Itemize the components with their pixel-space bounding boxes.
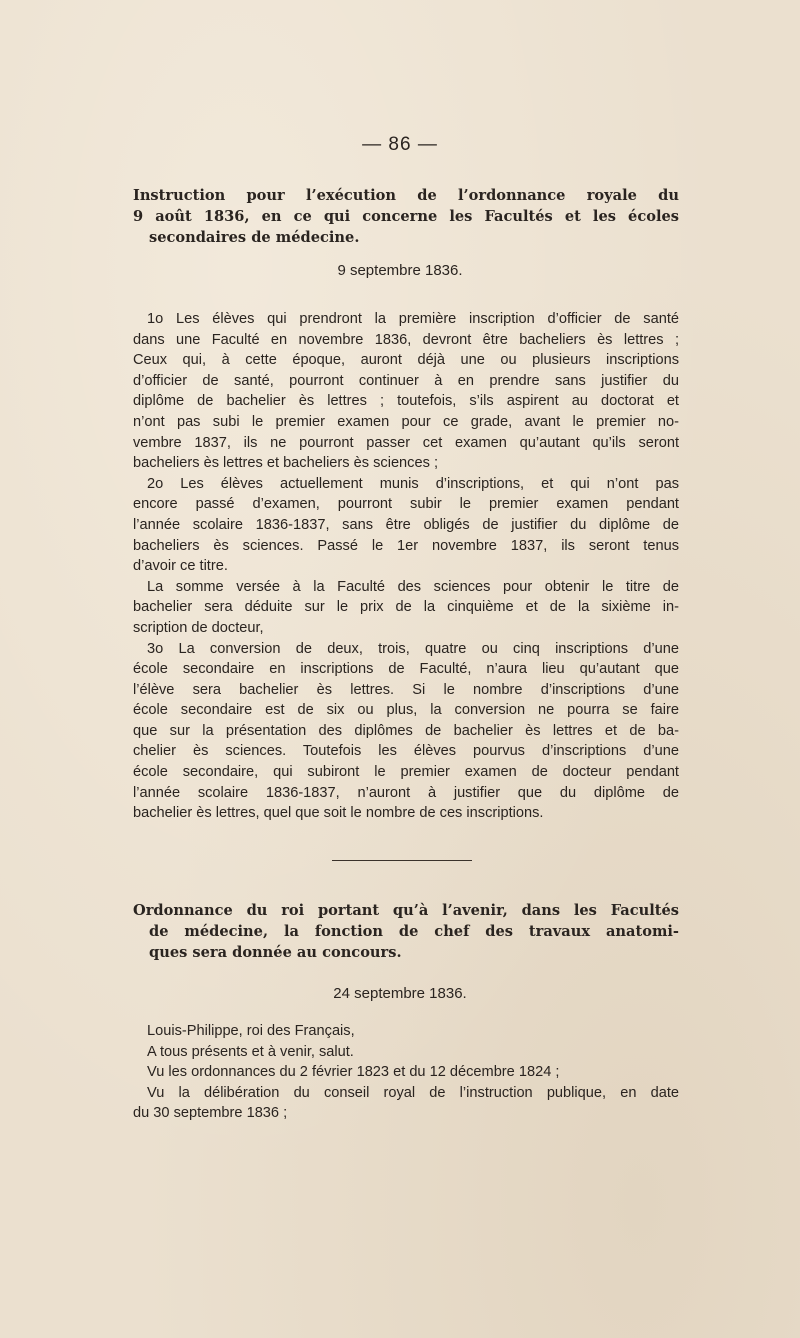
text-line: école secondaire en inscriptions de Faculté, n’aura lieu qu’autant que: [133, 661, 679, 678]
text-line: d’avoir ce titre.: [133, 558, 228, 575]
text-line: 2o Les élèves actuellement munis d’inscriptions, et qui n’ont pas: [147, 475, 679, 492]
title-line: 9 août 1836, en ce qui concerne les Facultés et les écoles: [133, 208, 679, 225]
text-line: Vu les ordonnances du 2 février 1823 et du 12 décembre 1824 ;: [147, 1064, 560, 1081]
section-title-ordonnance: [133, 900, 679, 963]
section-date-ordonnance: 24 septembre 1836.: [333, 985, 467, 1002]
text-line: l’année scolaire 1836-1837, sans être obligés de justifier du diplôme de: [133, 516, 679, 533]
title-line: Ordonnance du roi portant qu’à l’avenir, dans les Facultés: [133, 902, 679, 919]
text-line: scription de docteur,: [133, 619, 264, 636]
text-line: l’année scolaire 1836-1837, n’auront à justifier que du diplôme de: [133, 784, 679, 801]
text-line: Vu la délibération du conseil royal de l’instruction publique, en date: [147, 1084, 679, 1101]
text-line: l’élève sera bachelier ès lettres. Si le nombre d’inscriptions d’une: [133, 681, 679, 698]
text-line: d’officier de santé, pourront continuer à en prendre sans justifier du: [133, 372, 679, 389]
page-number: — 86 —: [362, 134, 438, 155]
text-line: 1o Les élèves qui prendront la première inscription d’officier de santé: [147, 311, 679, 327]
section-title-instruction: [133, 185, 679, 248]
text-line: dans une Faculté en novembre 1836, devront être bacheliers ès lettres ;: [133, 331, 679, 348]
text-line: Ceux qui, à cette époque, auront déjà une ou plusieurs inscriptions: [133, 352, 679, 369]
text-line: du 30 septembre 1836 ;: [133, 1105, 288, 1122]
text-line: Louis-Philippe, roi des Français,: [147, 1023, 355, 1039]
title-line: Instruction pour l’exécution de l’ordonnance royale du: [133, 187, 679, 204]
text-line: école secondaire est de six ou plus, la conversion ne pourra se faire: [133, 702, 679, 719]
text-line: chelier ès sciences. Toutefois les élèves pourvus d’inscriptions d’une: [133, 743, 679, 760]
section-date-instruction: 9 septembre 1836.: [337, 262, 463, 279]
text-line: bachelier sera déduite sur le prix de la cinquième et de la sixième in-: [133, 599, 679, 616]
title-line: secondaires de médecine.: [149, 229, 360, 246]
text-line: que sur la présentation des diplômes de bachelier ès lettres et de ba-: [133, 722, 679, 739]
text-line: n’ont pas subi le premier examen pour ce grade, avant le premier no-: [133, 413, 679, 430]
title-line: de médecine, la fonction de chef des travaux anatomi-: [149, 923, 679, 940]
text-line: bachelier ès lettres, quel que soit le nombre de ces inscriptions.: [133, 805, 544, 822]
title-line: ques sera donnée au concours.: [149, 944, 402, 961]
text-line: école secondaire, qui subiront le premier examen de docteur pendant: [133, 764, 679, 781]
text-line: diplôme de bachelier ès lettres ; toutefois, s’ils aspirent au doctorat et: [133, 393, 679, 410]
text-line: La somme versée à la Faculté des sciences pour obtenir le titre de: [147, 578, 679, 595]
text-line: 3o La conversion de deux, trois, quatre ou cinq inscriptions d’une: [147, 640, 679, 657]
section-divider: [332, 860, 472, 861]
section-body-ordonnance: [133, 1021, 679, 1124]
text-line: vembre 1837, ils ne pourront passer cet examen qu’autant qu’ils seront: [133, 434, 679, 451]
text-line: encore passé d’examen, pourront subir le premier examen pendant: [133, 496, 679, 513]
text-line: bacheliers ès sciences. Passé le 1er novembre 1837, ils seront tenus: [133, 537, 679, 554]
section-body-instruction: [133, 309, 679, 824]
text-line: A tous présents et à venir, salut.: [147, 1043, 354, 1060]
text-line: bacheliers ès lettres et bacheliers ès sciences ;: [133, 455, 438, 472]
